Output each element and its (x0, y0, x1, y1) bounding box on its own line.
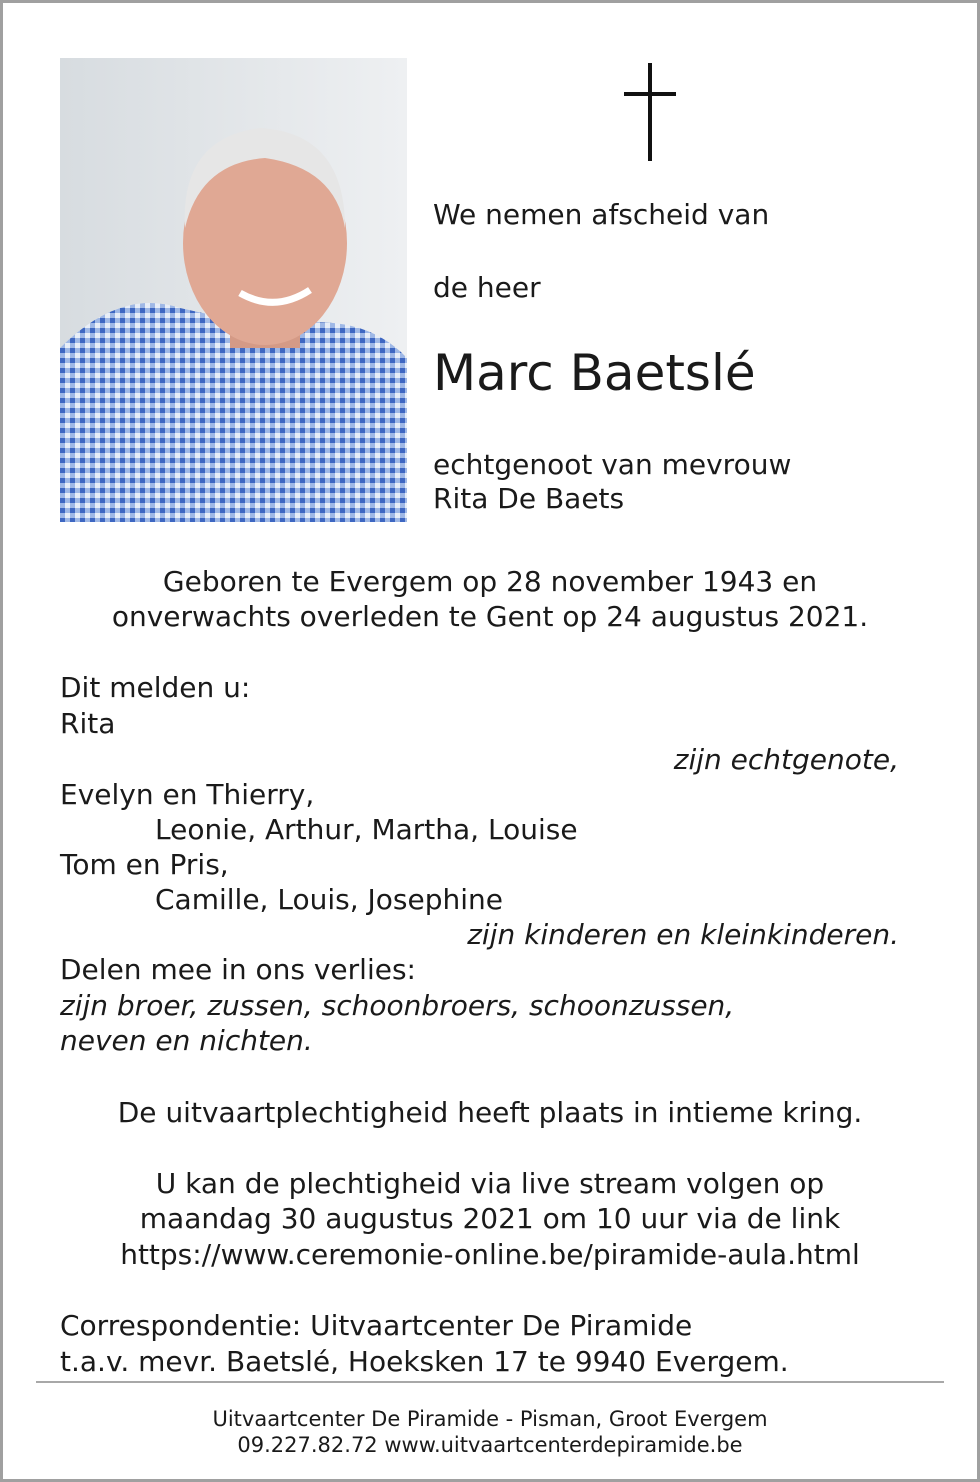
grandchildren-2: Camille, Louis, Josephine (155, 883, 503, 916)
birth-line-2: onverwachts overleden te Gent op 24 augustus 2021. (111, 600, 869, 633)
correspondence-line-2: t.a.v. mevr. Baetslé, Hoeksken 17 te 9940 Evergem. (60, 1345, 789, 1378)
children-role: zijn kinderen en kleinkinderen. (467, 918, 899, 951)
portrait-photo (60, 58, 407, 522)
others-intro: Delen mee in ons verlies: (60, 953, 416, 986)
child-2: Tom en Pris, (60, 848, 229, 881)
birth-line-1: Geboren te Evergem op 28 november 1943 en (162, 565, 818, 598)
footer-line-1: Uitvaartcenter De Piramide - Pisman, Groot Evergem (212, 1407, 768, 1431)
family-intro: Dit melden u: (60, 671, 251, 704)
child-1: Evelyn en Thierry, (60, 778, 315, 811)
title-text: de heer (433, 271, 541, 304)
spouse-line-1: echtgenoot van mevrouw (433, 448, 792, 481)
stream-line-1: U kan de plechtigheid via live stream volgen op (155, 1167, 825, 1200)
grandchildren-1: Leonie, Arthur, Martha, Louise (155, 813, 578, 846)
intro-text: We nemen afscheid van (433, 198, 770, 231)
spouse-line-2: Rita De Baets (433, 482, 625, 515)
divider (36, 1381, 944, 1383)
correspondence-line-1: Correspondentie: Uitvaartcenter De Piramide (60, 1309, 693, 1342)
spouse-first-name: Rita (60, 707, 116, 740)
stream-line-2: maandag 30 augustus 2021 om 10 uur via de link (139, 1202, 841, 1235)
spouse-role: zijn echtgenote, (673, 743, 899, 776)
deceased-name: Marc Baetslé (433, 344, 756, 402)
footer-line-2: 09.227.82.72 www.uitvaartcenterdepiramide.be (237, 1433, 743, 1457)
stream-link[interactable]: https://www.ceremonie-online.be/piramide-aula.html (120, 1238, 860, 1271)
others-line-2: neven en nichten. (60, 1024, 313, 1057)
ceremony-text: De uitvaartplechtigheid heeft plaats in intieme kring. (117, 1096, 863, 1129)
cross-icon (620, 63, 680, 161)
others-line-1: zijn broer, zussen, schoonbroers, schoonzussen, (60, 989, 735, 1022)
